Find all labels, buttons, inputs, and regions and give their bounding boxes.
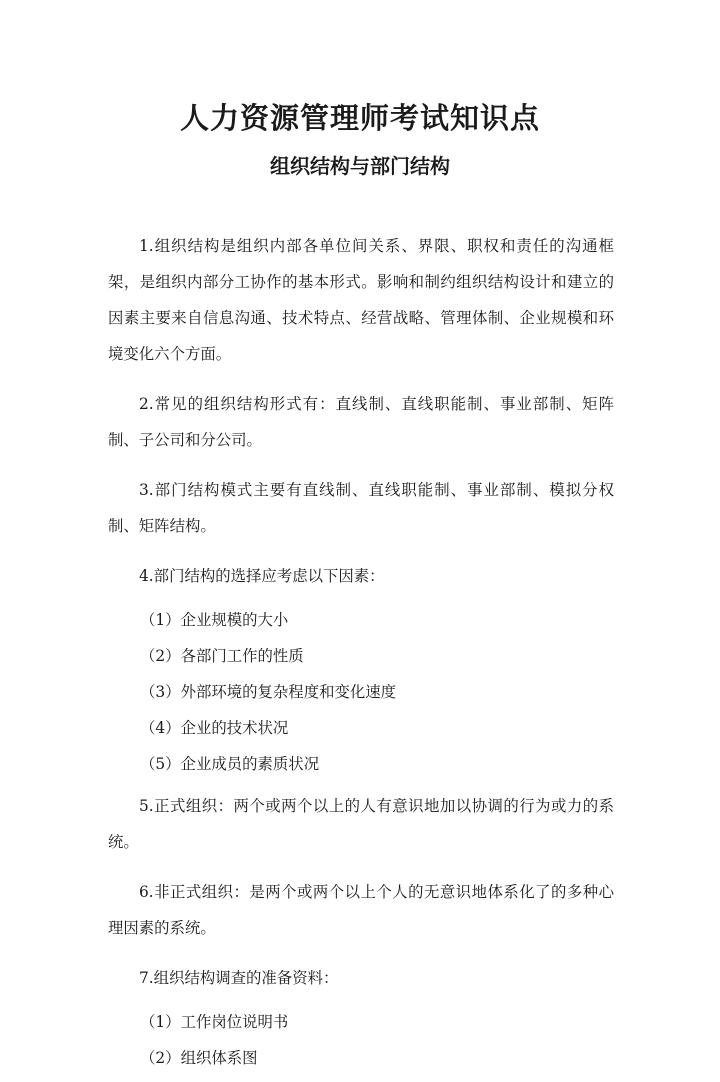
list-item: （5）企业成员的素质状况 [140, 755, 320, 773]
list-item: （1）工作岗位说明书 [140, 1013, 289, 1031]
paragraph-4: 4.部门结构的选择应考虑以下因素： [139, 567, 385, 585]
document-subtitle: 组织结构与部门结构 [270, 154, 450, 178]
document-body [108, 228, 614, 1082]
paragraph-2: 2.常见的组织结构形式有：直线制、直线职能制、事业部制、矩阵制、子公司和分公司。 [108, 395, 614, 449]
paragraph-7: 7.组织结构调查的准备资料： [139, 969, 339, 987]
list-item: （2）组织体系图 [140, 1049, 258, 1067]
paragraph-3: 3.部门结构模式主要有直线制、直线职能制、事业部制、模拟分权制、矩阵结构。 [108, 481, 614, 535]
document-title: 人力资源管理师考试知识点 [179, 101, 540, 135]
paragraph-5: 5.正式组织：两个或两个以上的人有意识地加以协调的行为或力的系统。 [108, 797, 614, 851]
list-item: （2）各部门工作的性质 [140, 647, 304, 665]
list-item: （3）外部环境的复杂程度和变化速度 [140, 683, 397, 701]
paragraph-1: 1.组织结构是组织内部各单位间关系、界限、职权和责任的沟通框架，是组织内部分工协作的基本形式。影响和制约组织结构设计和建立的因素主要来自信息沟通、技术特点、经营战略、管理体制、企业规模和环境变化六个方面。 [108, 237, 614, 363]
paragraph-6: 6.非正式组织：是两个或两个以上个人的无意识地体系化了的多种心理因素的系统。 [108, 883, 614, 937]
list-item: （4）企业的技术状况 [140, 719, 289, 737]
list-item: （1）企业规模的大小 [140, 611, 289, 629]
